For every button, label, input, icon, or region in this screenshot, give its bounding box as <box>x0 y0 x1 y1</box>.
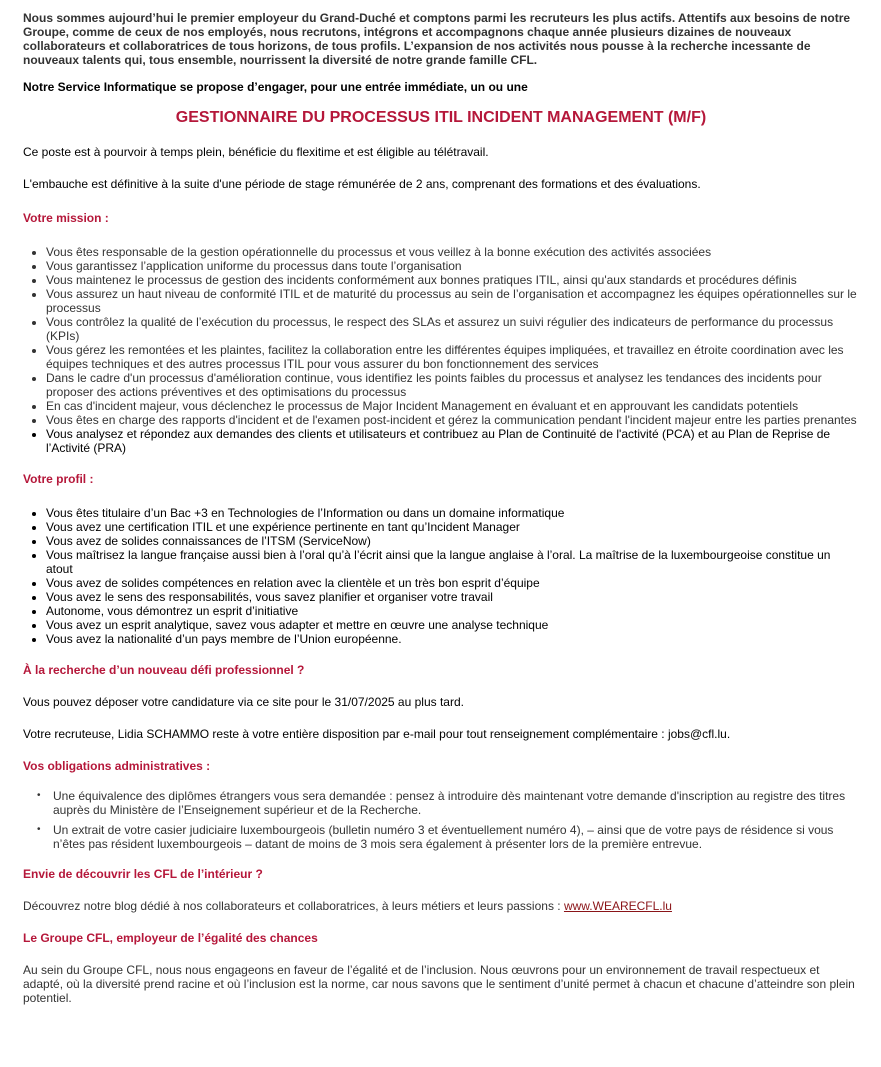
recruiter-text: Votre recruteuse, Lidia SCHAMMO reste à votre entière disposition par e-mail pour tout renseignement complémentaire : jobs@cfl.lu. <box>23 727 731 741</box>
defi-heading: À la recherche d’un nouveau défi professionnel ? <box>23 663 305 677</box>
mission-heading: Votre mission : <box>23 211 109 225</box>
profil-item: • Vous avez le sens des responsabilités, vous savez planifier et organiser votre travail <box>46 590 859 604</box>
profil-heading: Votre profil : <box>23 472 94 486</box>
mission-item: • Dans le cadre d'un processus d'amélioration continue, vous identifiez les points faibles du processus et analysez les tendances des incidents pour proposer des actions préventives et des optimisations du processus <box>46 371 859 399</box>
profil-item: • Vous êtes titulaire d’un Bac +3 en Technologies de l’Information ou dans un domaine informatique <box>46 506 859 520</box>
blog-heading: Envie de découvrir les CFL de l’intérieur ? <box>23 867 263 881</box>
profil-item: • Vous avez de solides connaissances de l’ITSM (ServiceNow) <box>46 534 859 548</box>
profil-item: • Vous avez de solides compétences en relation avec la clientèle et un très bon esprit d’équipe <box>46 576 859 590</box>
obligations-heading: Vos obligations administratives : <box>23 759 211 773</box>
mission-item: • Vous gérez les remontées et les plaintes, facilitez la collaboration entre les différentes équipes impliquées, et travaillez en étroite coordination avec les équipes techniques et des autres processus ITIL pour vous assurer du bon fonctionnement des services <box>46 343 859 371</box>
condition-fulltime: Ce poste est à pourvoir à temps plein, bénéficie du flexitime et est éligible au télétravail. <box>23 145 489 159</box>
job-title: GESTIONNAIRE DU PROCESSUS ITIL INCIDENT MANAGEMENT (M/F) <box>175 109 707 126</box>
mission-list <box>23 245 859 455</box>
mission-item: • Vous êtes responsable de la gestion opérationnelle du processus et vous veillez à la bonne exécution des activités associées <box>46 245 859 259</box>
mission-item: • Vous contrôlez la qualité de l’exécution du processus, le respect des SLAs et assurez un suivi régulier des indicateurs de performance du processus (KPIs) <box>46 315 859 343</box>
egalite-heading: Le Groupe CFL, employeur de l’égalité des chances <box>23 931 318 945</box>
blog-text: Découvrez notre blog dédié à nos collaborateurs et collaboratrices, à leurs métiers et leurs passions : <box>23 899 564 913</box>
mission-item: • Vous assurez un haut niveau de conformité ITIL et de maturité du processus au sein de l’organisation et accompagnez les équipes opérationnelles sur le processus <box>46 287 859 315</box>
obligation-text: Une équivalence des diplômes étrangers vous sera demandée : pensez à introduire dès maintenant votre demande d'inscription au registre des titres auprès du Ministère de l’Enseignement supérieur et de la Recherche. <box>53 789 846 817</box>
profil-list <box>23 506 859 646</box>
bullet-icon: • <box>37 824 41 835</box>
profil-item: • Vous avez un esprit analytique, savez vous adapter et mettre en œuvre une analyse technique <box>46 618 859 632</box>
blog-paragraph <box>23 899 859 913</box>
obligation-item <box>37 823 859 851</box>
obligation-text: Un extrait de votre casier judiciaire luxembourgeois (bulletin numéro 3 et éventuellement numéro 4), – ainsi que de votre pays de résidence si vous n’êtes pas résident luxembourgeois – datant de moins de 3 mois sera également à présenter lors de la première entrevue. <box>53 823 834 851</box>
deadline-text: Vous pouvez déposer votre candidature via ce site pour le 31/07/2025 au plus tard. <box>23 695 464 709</box>
mission-item: • Vous garantissez l’application uniforme du processus dans toute l’organisation <box>46 259 859 273</box>
lead-sentence: Notre Service Informatique se propose d’engager, pour une entrée immédiate, un ou une <box>23 80 528 94</box>
intro-paragraph: Nous sommes aujourd’hui le premier employeur du Grand-Duché et comptons parmi les recruteurs les plus actifs. Attentifs aux besoins de notre Groupe, comme de ceux de nos employés, nous recrutons, intégrons et accompagnons chaque année plusieurs dizaines de nouveaux collaborateurs et collaboratrices de tous horizons, de tous profils. L’expansion de nos activités nous pousse à la recherche incessante de nouveaux talents qui, tous ensemble, nourrissent la diversité de notre grande famille CFL. <box>23 11 851 67</box>
mission-item: • Vous analysez et répondez aux demandes des clients et utilisateurs et contribuez au Plan de Continuité de l'activité (PCA) et au Plan de Reprise de l’Activité (PRA) <box>46 427 859 455</box>
profil-item: • Autonome, vous démontrez un esprit d’initiative <box>46 604 859 618</box>
profil-item: • Vous avez la nationalité d’un pays membre de l’Union européenne. <box>46 632 859 646</box>
mission-item: • En cas d'incident majeur, vous déclenchez le processus de Major Incident Management en évaluant et en approuvant les candidats potentiels <box>46 399 859 413</box>
profil-item: • Vous avez une certification ITIL et une expérience pertinente en tant qu’Incident Manager <box>46 520 859 534</box>
blog-link[interactable]: www.WEARECFL.lu <box>563 899 672 913</box>
egalite-text: Au sein du Groupe CFL, nous nous engageons en faveur de l’égalité et de l’inclusion. Nous œuvrons pour un environnement de travail respectueux et adapté, où la diversité prend racine et où l’inclusion est la norme, car nous savons que le sentiment d’unité permet à chacun et chacune d’atteindre son plein potentiel. <box>23 963 855 1005</box>
bullet-icon: • <box>37 790 41 801</box>
obligation-item <box>37 789 859 817</box>
condition-hiring: L'embauche est définitive à la suite d'une période de stage rémunérée de 2 ans, comprenant des formations et des évaluations. <box>23 177 701 191</box>
mission-item: • Vous êtes en charge des rapports d'incident et de l'examen post-incident et gérez la communication pendant l'incident majeur entre les parties prenantes <box>46 413 859 427</box>
profil-item: • Vous maîtrisez la langue française aussi bien à l’oral qu’à l’écrit ainsi que la langue anglaise à l’oral. La maîtrise de la luxembourgeoise constitue un atout <box>46 548 859 576</box>
mission-item: • Vous maintenez le processus de gestion des incidents conformément aux bonnes pratiques ITIL, ainsi qu'aux standards et procédures définis <box>46 273 859 287</box>
obligations-list <box>23 789 859 851</box>
